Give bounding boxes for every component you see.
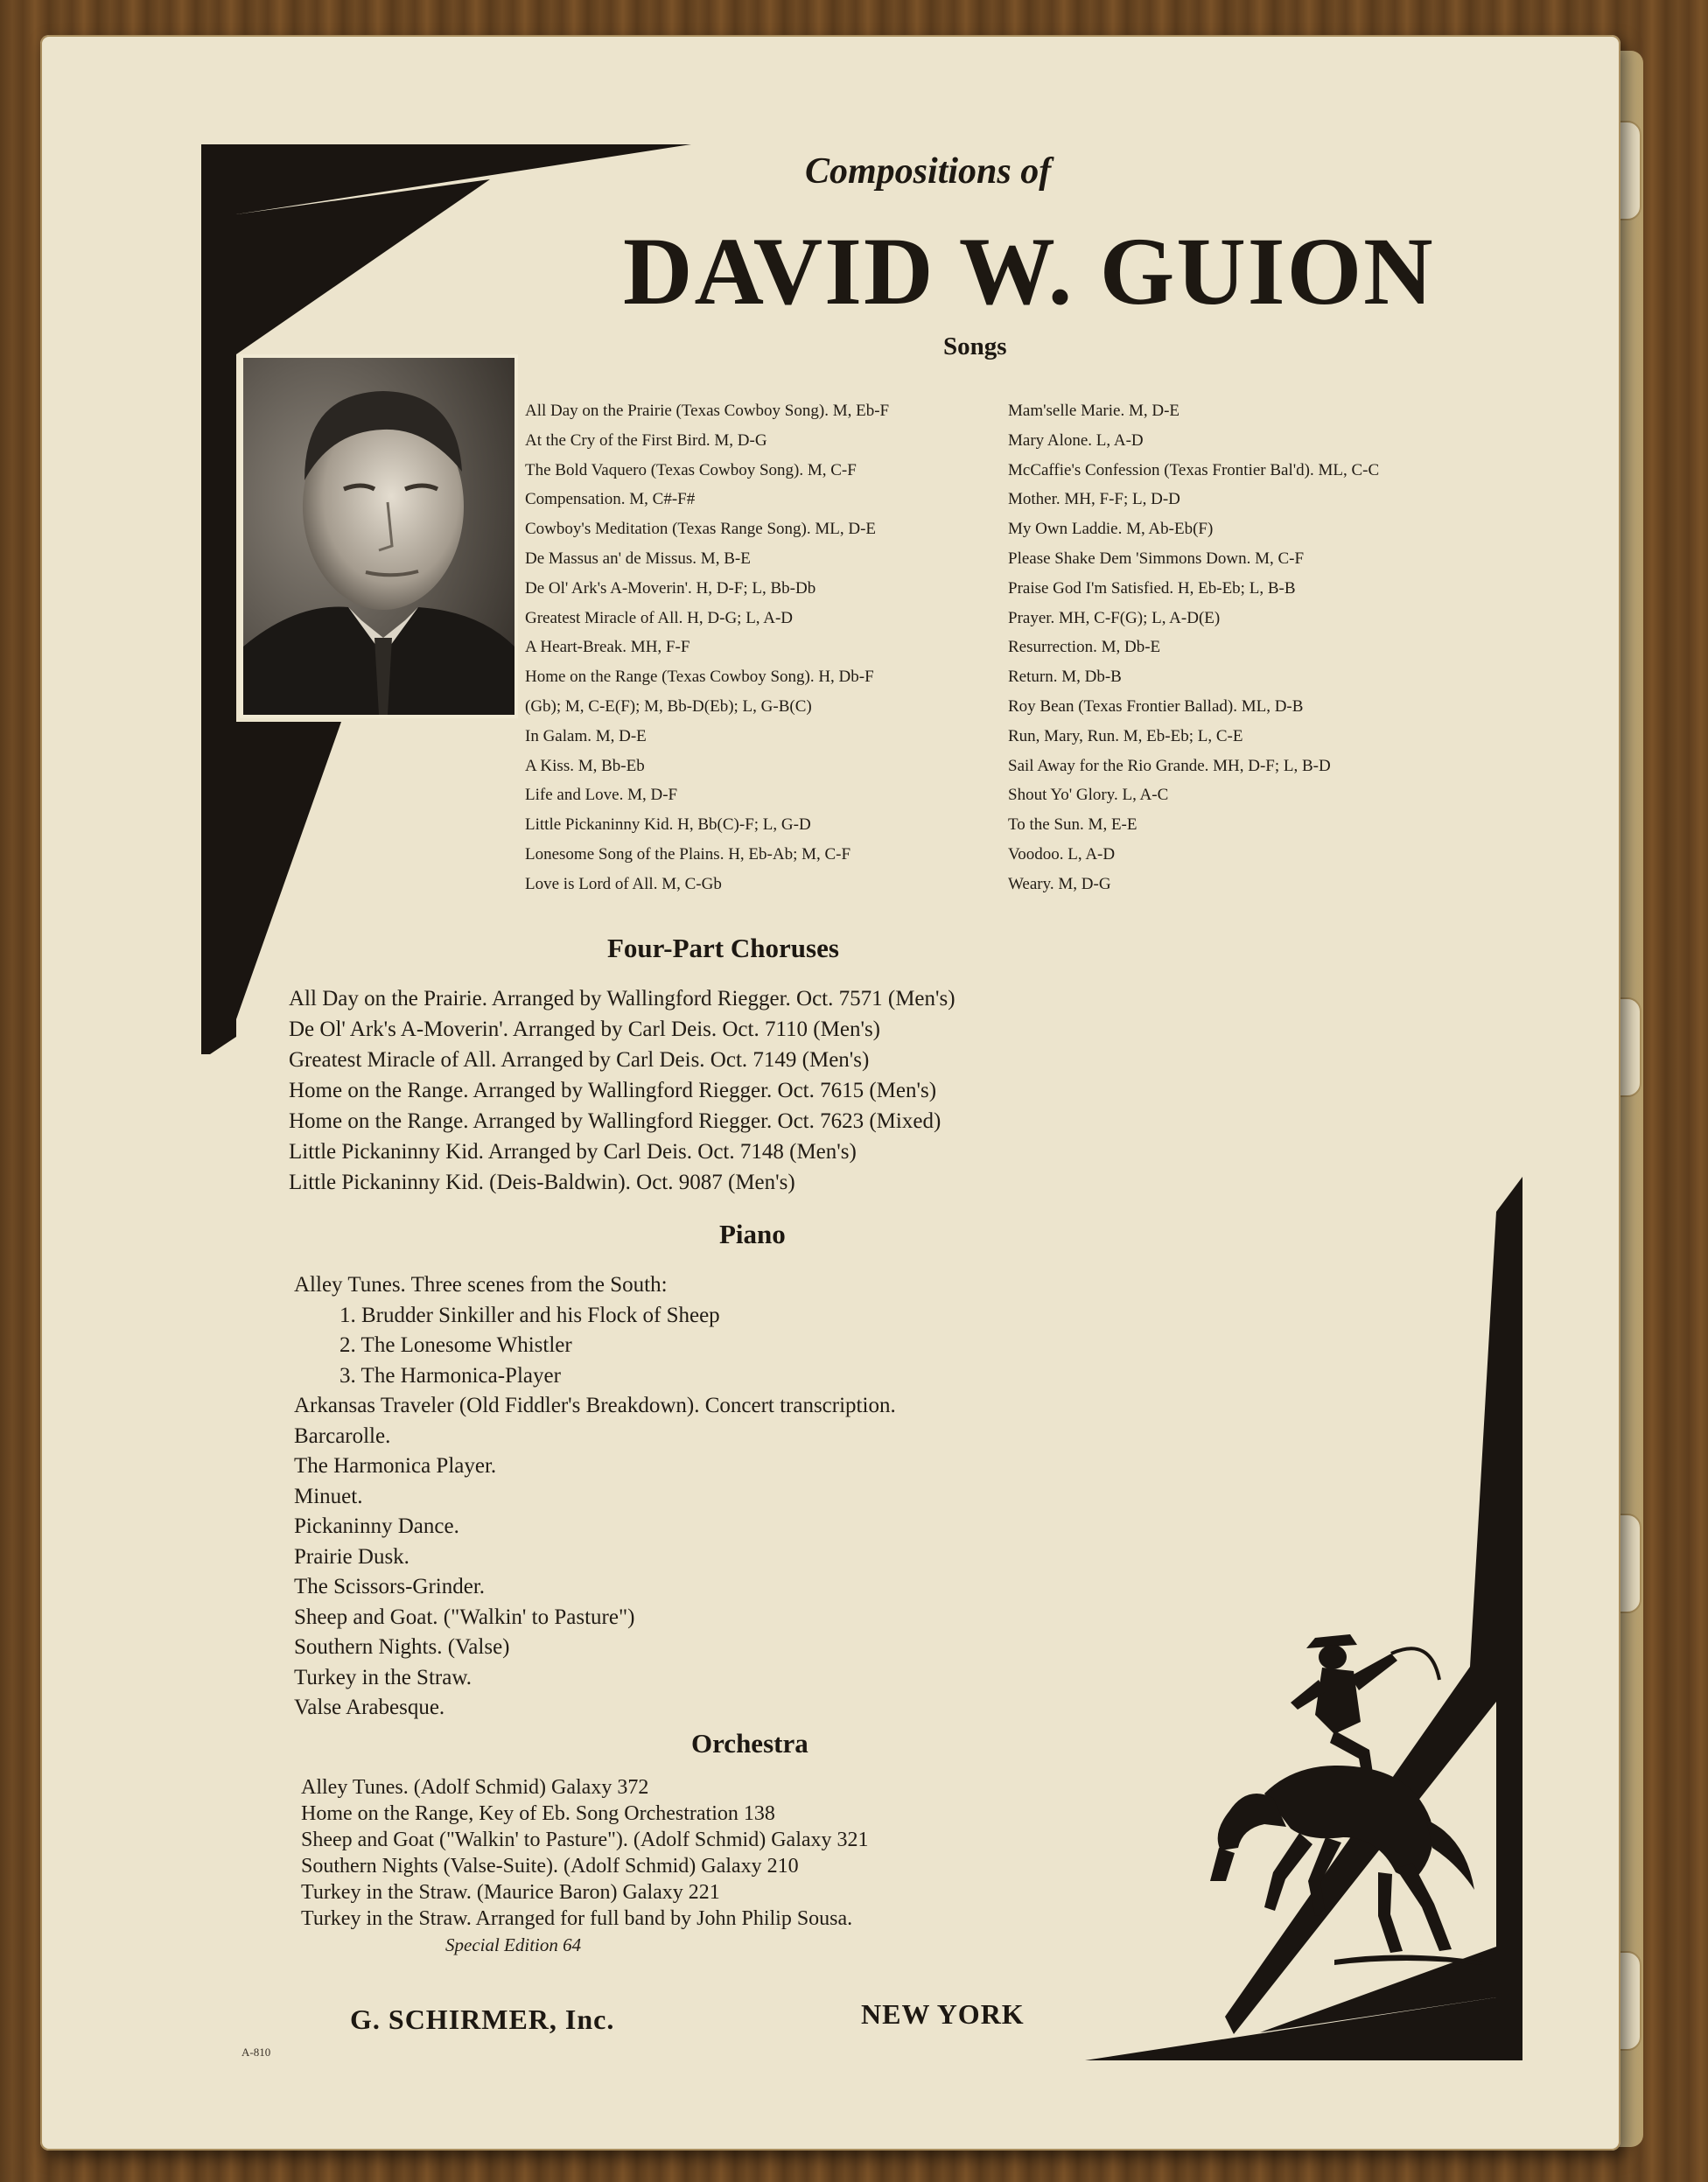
orchestra-item: Turkey in the Straw. (Maurice Baron) Galaxy 221 (301, 1881, 720, 1904)
song-item: A Heart-Break. MH, F-F (525, 638, 690, 657)
compositions-of-heading: Compositions of (805, 151, 1052, 192)
orchestra-list (301, 1774, 869, 1958)
song-item: At the Cry of the First Bird. M, D-G (525, 430, 767, 450)
piano-item: Valse Arabesque. (294, 1696, 445, 1719)
piano-subitem: 3. The Harmonica-Player (340, 1363, 561, 1388)
song-item: Please Shake Dem 'Simmons Down. M, C-F (1008, 549, 1305, 568)
song-item: All Day on the Prairie (Texas Cowboy Song). M, Eb-F (525, 402, 890, 420)
song-item: Love is Lord of All. M, C-Gb (525, 874, 722, 893)
piano-item: Barcarolle. (294, 1423, 391, 1448)
orchestra-item: Sheep and Goat ("Walkin' to Pasture"). (Adolf Schmid) Galaxy 321 (301, 1829, 869, 1851)
piano-list (294, 1270, 896, 1724)
song-item: In Galam. M, D-E (525, 726, 647, 745)
piano-subitem: 1. Brudder Sinkiller and his Flock of Sheep (340, 1303, 720, 1327)
song-item: Little Pickaninny Kid. H, Bb(C)-F; L, G-D (525, 815, 811, 835)
chorus-item: Home on the Range. Arranged by Wallingford Riegger. Oct. 7615 (Men's) (289, 1079, 937, 1102)
song-item: The Bold Vaquero (Texas Cowboy Song). M, C-F (525, 460, 857, 479)
song-item: (Gb); M, C-E(F); M, Bb-D(Eb); L, G-B(C) (525, 696, 812, 716)
chorus-item: Home on the Range. Arranged by Wallingford Riegger. Oct. 7623 (Mixed) (289, 1109, 942, 1133)
publisher-city: NEW YORK (861, 1998, 1025, 2030)
song-item: Lonesome Song of the Plains. H, Eb-Ab; M, C-F (525, 844, 851, 864)
chorus-item: Little Pickaninny Kid. (Deis-Baldwin). Oct. 9087 (Men's) (289, 1171, 795, 1194)
song-item: Return. M, Db-B (1008, 668, 1122, 687)
piano-item: Prairie Dusk. (294, 1544, 410, 1569)
song-item: Weary. M, D-G (1008, 874, 1111, 893)
song-item: Roy Bean (Texas Frontier Ballad). ML, D-B (1008, 696, 1304, 716)
orchestra-item: Turkey in the Straw. Arranged for full band by John Philip Sousa. (301, 1907, 853, 1930)
song-item: Compensation. M, C#-F# (525, 490, 696, 509)
song-item: Mary Alone. L, A-D (1008, 430, 1144, 450)
piano-item: The Harmonica Player. (294, 1454, 497, 1478)
piano-item: Alley Tunes. Three scenes from the South: (294, 1273, 668, 1297)
bucking-horse-cowboy-illustration (1203, 1619, 1492, 1969)
song-item: Sail Away for the Rio Grande. MH, D-F; L, B-D (1008, 756, 1331, 775)
piano-item: Turkey in the Straw. (294, 1665, 472, 1689)
orchestra-item: Home on the Range, Key of Eb. Song Orchestration 138 (301, 1802, 775, 1825)
composer-title: DAVID W. GUION (623, 218, 1435, 325)
piano-item: Pickaninny Dance. (294, 1514, 459, 1538)
song-item: To the Sun. M, E-E (1008, 815, 1138, 835)
piano-item: Minuet. (294, 1484, 363, 1508)
chorus-item: All Day on the Prairie. Arranged by Wallingford Riegger. Oct. 7571 (Men's) (289, 987, 956, 1011)
song-item: Life and Love. M, D-F (525, 786, 678, 805)
choruses-list (289, 983, 956, 1198)
song-item: Run, Mary, Run. M, Eb-Eb; L, C-E (1008, 726, 1243, 745)
song-item: De Massus an' de Missus. M, B-E (525, 549, 751, 568)
song-item: Praise God I'm Satisfied. H, Eb-Eb; L, B-B (1008, 578, 1296, 598)
orchestra-item: Alley Tunes. (Adolf Schmid) Galaxy 372 (301, 1776, 649, 1799)
piano-item: Arkansas Traveler (Old Fiddler's Breakdown). Concert transcription. (294, 1394, 896, 1417)
song-item: Voodoo. L, A-D (1008, 844, 1116, 864)
choruses-heading: Four-Part Choruses (607, 933, 839, 963)
song-item: Prayer. MH, C-F(G); L, A-D(E) (1008, 608, 1221, 627)
piano-item: The Scissors-Grinder. (294, 1575, 486, 1598)
publisher-name: G. SCHIRMER, Inc. (350, 2004, 615, 2035)
catalog-number: A-810 (242, 2046, 271, 2059)
song-item: Mother. MH, F-F; L, D-D (1008, 490, 1180, 509)
song-item: Shout Yo' Glory. L, A-C (1008, 786, 1169, 805)
songs-list-left (525, 396, 889, 899)
orchestra-subitem: Special Edition 64 (445, 1934, 582, 1955)
song-item: Greatest Miracle of All. H, D-G; L, A-D (525, 608, 794, 627)
song-item: Home on the Range (Texas Cowboy Song). H, Db-F (525, 668, 874, 687)
piano-subitem: 2. The Lonesome Whistler (340, 1333, 572, 1357)
chorus-item: Greatest Miracle of All. Arranged by Carl Deis. Oct. 7149 (Men's) (289, 1048, 870, 1072)
songs-heading: Songs (943, 332, 1007, 360)
song-item: De Ol' Ark's A-Moverin'. H, D-F; L, Bb-Db (525, 578, 816, 598)
orchestra-item: Southern Nights (Valse-Suite). (Adolf Schmid) Galaxy 210 (301, 1855, 799, 1878)
orchestra-heading: Orchestra (691, 1728, 808, 1759)
song-item: Cowboy's Meditation (Texas Range Song). ML, D-E (525, 520, 877, 539)
song-item: Resurrection. M, Db-E (1008, 638, 1161, 657)
song-item: McCaffie's Confession (Texas Frontier Bal'd). ML, C-C (1008, 460, 1380, 479)
portrait-figure (243, 358, 514, 715)
song-item: A Kiss. M, Bb-Eb (525, 756, 645, 775)
song-item: My Own Laddie. M, Ab-Eb(F) (1008, 520, 1214, 539)
portrait-photo (240, 354, 518, 718)
chorus-item: De Ol' Ark's A-Moverin'. Arranged by Carl Deis. Oct. 7110 (Men's) (289, 1018, 881, 1041)
chorus-item: Little Pickaninny Kid. Arranged by Carl Deis. Oct. 7148 (Men's) (289, 1140, 857, 1164)
piano-heading: Piano (719, 1219, 786, 1249)
songs-list-right (1008, 396, 1379, 899)
piano-item: Southern Nights. (Valse) (294, 1635, 510, 1659)
piano-item: Sheep and Goat. ("Walkin' to Pasture") (294, 1605, 635, 1629)
song-item: Mam'selle Marie. M, D-E (1008, 402, 1180, 420)
